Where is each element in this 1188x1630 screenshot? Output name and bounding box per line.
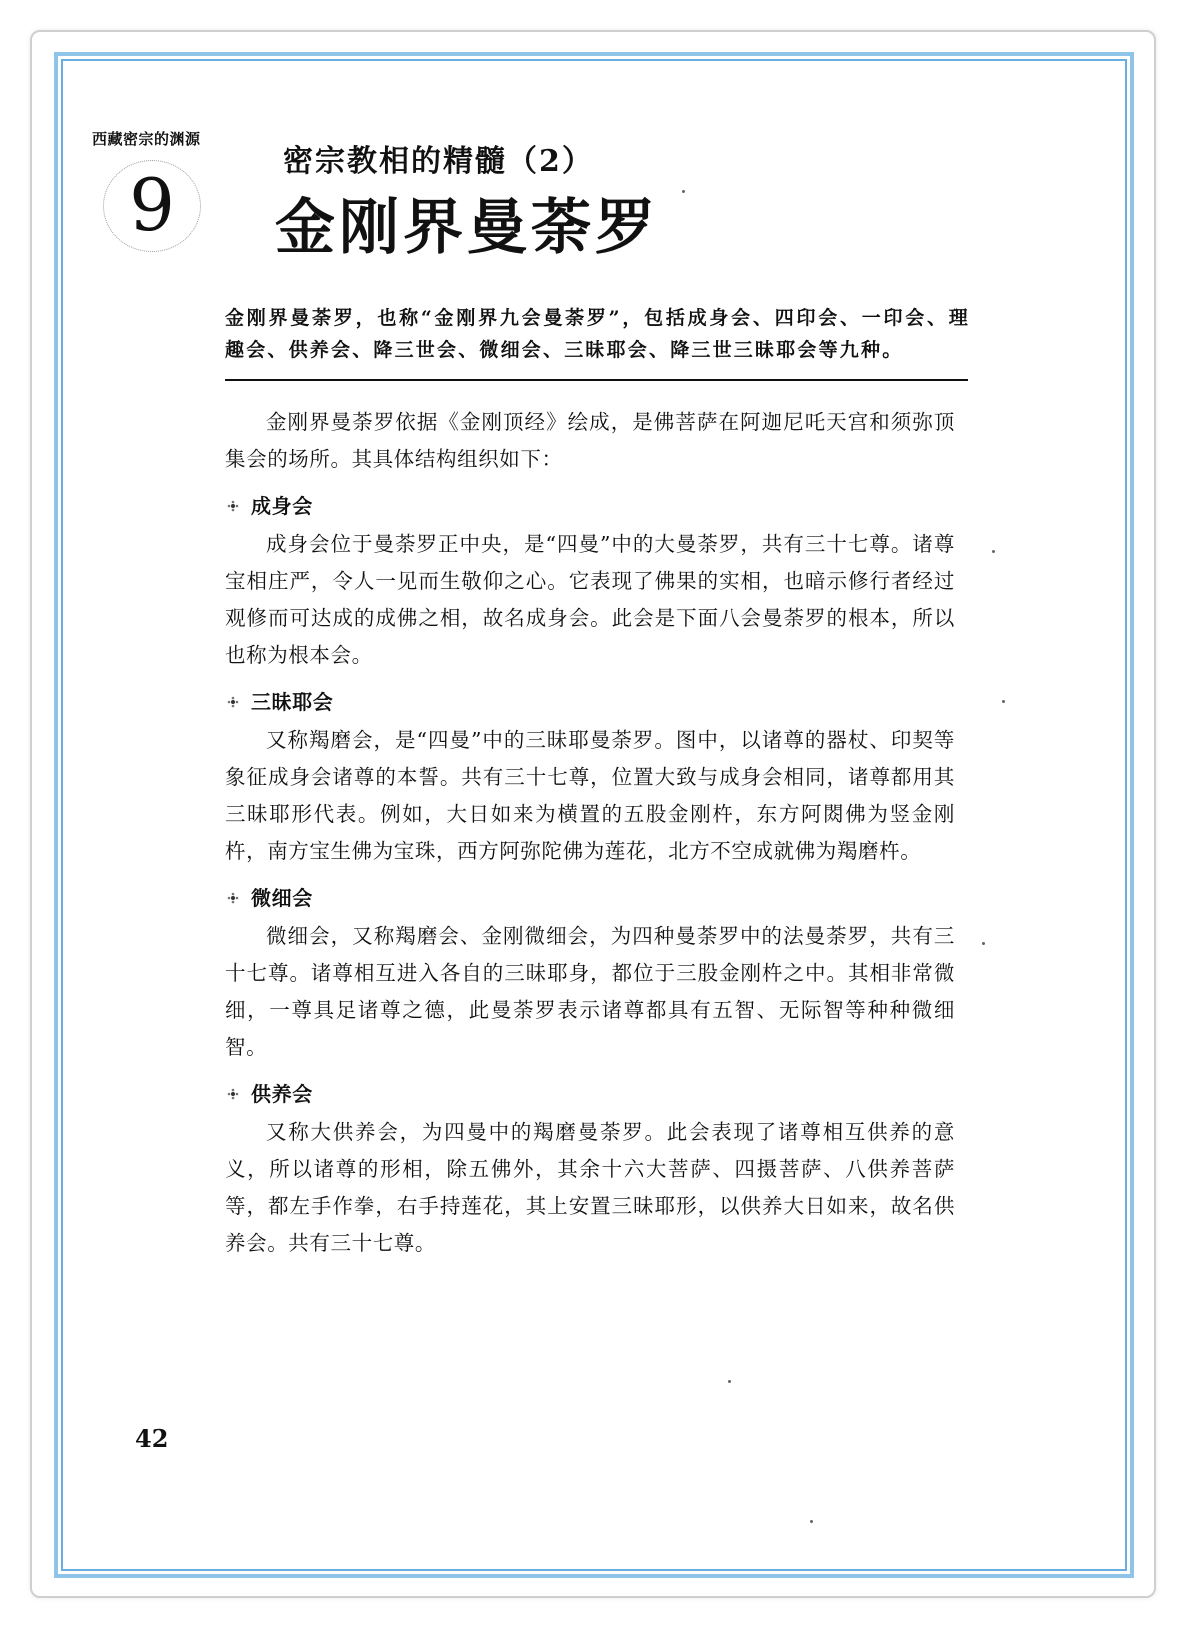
chapter-title: 金刚界曼荼罗 (275, 193, 659, 263)
abstract-divider (225, 379, 968, 381)
page-number: 42 (135, 1424, 169, 1453)
section-heading (225, 878, 955, 918)
section-heading (225, 682, 955, 722)
section-heading-label: 供养会 (251, 1081, 313, 1106)
section-paragraph: 又称大供养会，为四曼中的羯磨曼荼罗。此会表现了诸尊相互供养的意义，所以诸尊的形相，除五佛外，其余十六大菩萨、四摄菩萨、八供养菩萨等，都左手作拳，右手持莲花，其上安置三昧耶形，以供养大日如来，故名供养会。共有三十七尊。 (225, 1120, 955, 1255)
running-head: 西藏密宗的渊源 (92, 130, 201, 148)
scan-speck (810, 1520, 813, 1523)
scan-speck (992, 550, 995, 553)
flower-bullet-icon (227, 500, 239, 512)
section-paragraph: 又称羯磨会，是“四曼”中的三昧耶曼荼罗。图中，以诸尊的器杖、印契等象征成身会诸尊的本誓。共有三十七尊，位置大致与成身会相同，诸尊都用其三昧耶形代表。例如，大日如来为横置的五股金刚杵，东方阿閦佛为竖金刚杵，南方宝生佛为宝珠，西方阿弥陀佛为莲花，北方不空成就佛为羯磨杵。 (225, 728, 955, 863)
scan-speck (1002, 700, 1005, 703)
section-paragraph: 成身会位于曼荼罗正中央，是“四曼”中的大曼荼罗，共有三十七尊。诸尊宝相庄严，令人一见而生敬仰之心。它表现了佛果的实相，也暗示修行者经过观修而可达成的成佛之相，故名成身会。此会是下面八会曼荼罗的根本，所以也称为根本会。 (225, 532, 955, 667)
scan-speck (728, 1380, 731, 1383)
scan-speck (982, 942, 985, 945)
section-heading-label: 微细会 (251, 885, 313, 910)
flower-bullet-icon (227, 1088, 239, 1100)
section-heading-label: 成身会 (251, 493, 313, 518)
chapter-subtitle: 密宗教相的精髓（2） (283, 144, 594, 179)
section-heading-label: 三昧耶会 (251, 689, 334, 714)
chapter-number: 9 (129, 163, 175, 247)
intro-paragraph: 金刚界曼荼罗依据《金刚顶经》绘成，是佛菩萨在阿迦尼吒天宫和须弥顶集会的场所。其具体结构组织如下： (225, 410, 955, 471)
flower-bullet-icon (227, 892, 239, 904)
flower-bullet-icon (227, 696, 239, 708)
chapter-abstract: 金刚界曼荼罗，也称“金刚界九会曼荼罗”，包括成身会、四印会、一印会、理趣会、供养会、降三世会、微细会、三昧耶会、降三世三昧耶会等九种。 (225, 307, 970, 361)
body-text (225, 404, 955, 1262)
section-heading (225, 486, 955, 526)
section-heading (225, 1074, 955, 1114)
scan-speck (682, 190, 685, 193)
section-paragraph: 微细会，又称羯磨会、金刚微细会，为四种曼荼罗中的法曼荼罗，共有三十七尊。诸尊相互进入各自的三昧耶身，都位于三股金刚杵之中。其相非常微细，一尊具足诸尊之德，此曼荼罗表示诸尊都具有五智、无际智等种种微细智。 (225, 924, 955, 1059)
